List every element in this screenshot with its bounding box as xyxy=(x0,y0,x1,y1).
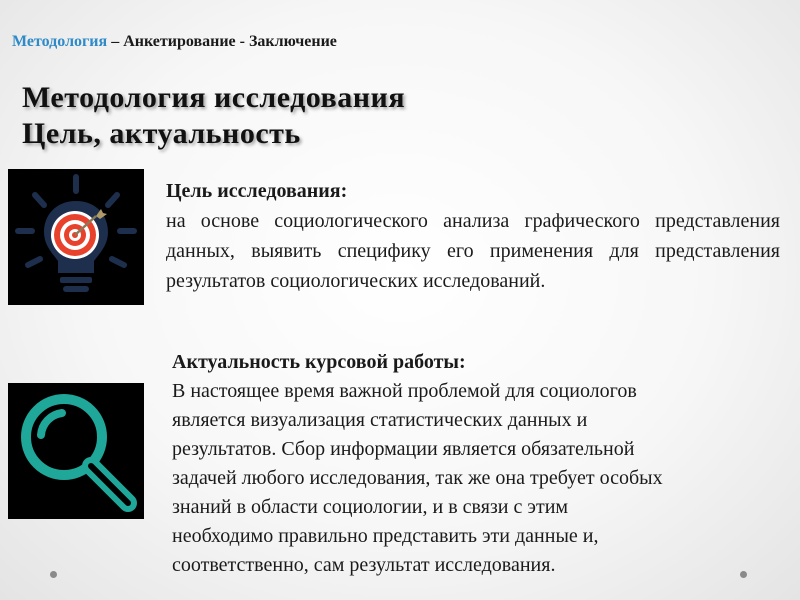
breadcrumb-separator: – xyxy=(107,33,124,50)
relevance-section xyxy=(172,348,782,580)
relevance-text-line: необходимо правильно представить эти данные и, xyxy=(172,525,599,547)
prev-slide-dot[interactable] xyxy=(50,571,57,578)
page-title-line-2: Цель, актуальность xyxy=(22,117,301,150)
breadcrumb-link-methodology[interactable]: Методология xyxy=(12,33,108,50)
page-title-line-1: Методология исследования xyxy=(22,81,406,114)
page-title xyxy=(22,80,405,152)
research-goal-text: на основе социологического анализа графического представления данных, выявить специфику его применения для представления результатов социологических исследований. xyxy=(166,210,780,292)
lightbulb-target-icon xyxy=(8,169,144,305)
relevance-text-line: знаний в области социологии, и в связи с этим xyxy=(172,496,569,518)
relevance-text-line: задачей любого исследования, так же она требует особых xyxy=(172,467,663,489)
research-goal-heading: Цель исследования: xyxy=(166,180,348,202)
relevance-heading: Актуальность курсовой работы: xyxy=(172,351,466,373)
next-slide-dot[interactable] xyxy=(740,571,747,578)
breadcrumb-rest: Анкетирование - Заключение xyxy=(123,33,337,50)
research-goal-section xyxy=(166,176,780,296)
relevance-text-line: результатов. Сбор информации является обязательной xyxy=(172,438,635,460)
magnifier-icon xyxy=(8,383,144,519)
breadcrumb xyxy=(12,33,337,51)
relevance-text-line: соответственно, сам результат исследования. xyxy=(172,554,556,576)
relevance-text-line: является визуализация статистических данных и xyxy=(172,409,588,431)
relevance-text-line: В настоящее время важной проблемой для социологов xyxy=(172,380,637,402)
